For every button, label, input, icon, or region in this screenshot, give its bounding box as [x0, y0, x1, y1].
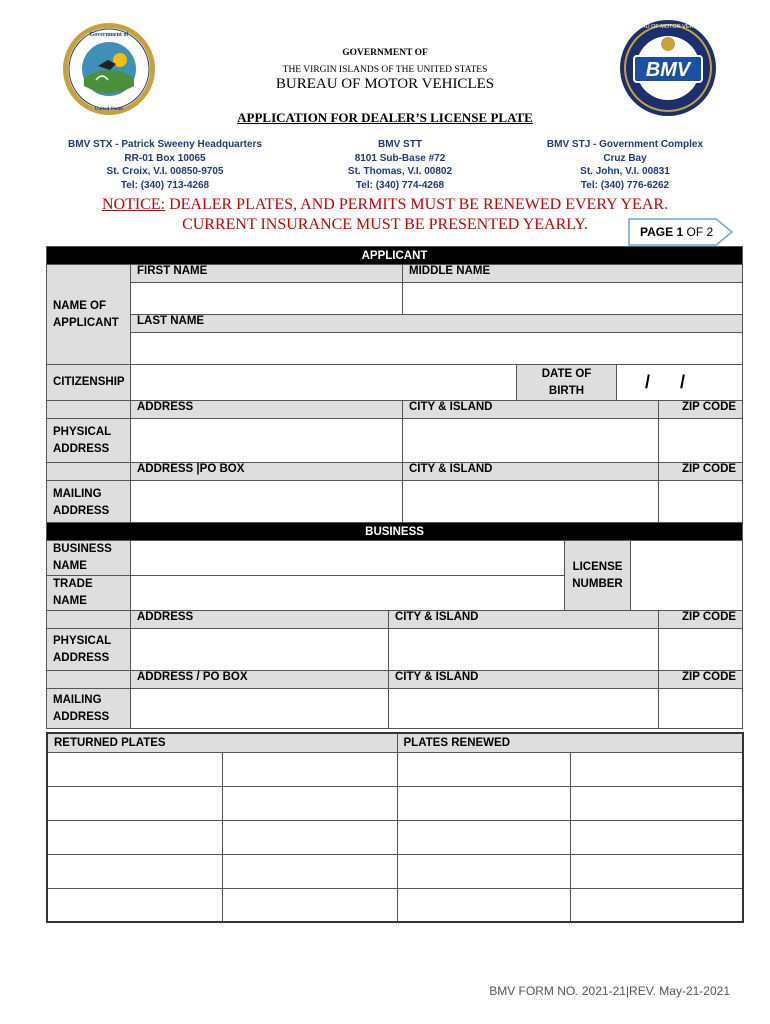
renewed-plate-cell[interactable] [397, 752, 570, 786]
middle-name-label: MIDDLE NAME [403, 265, 743, 283]
office-stx: BMV STX - Patrick Sweeny Headquarters RR-01 Box 10065 St. Croix, V.I. 00850-9705 Tel: (340) 713-4268 [68, 139, 262, 191]
city-island-label: CITY & ISLAND [389, 611, 659, 629]
notice-line-1: NOTICE: DEALER PLATES, AND PERMITS MUST BE RENEWED EVERY YEAR. [101, 196, 669, 213]
returned-plates-label: RETURNED PLATES [47, 733, 397, 752]
returned-plate-cell[interactable] [47, 752, 222, 786]
trade-name-label: TRADE NAME [47, 576, 131, 611]
business-name-label: BUSINESS NAME [47, 541, 131, 576]
office-stj: BMV STJ - Government Complex Cruz Bay St. John, V.I. 00831 Tel: (340) 776-6262 [546, 139, 704, 191]
business-physical-address-label: PHYSICAL ADDRESS [47, 629, 131, 671]
address-po-label: ADDRESS |PO BOX [131, 463, 403, 481]
svg-text:BMV: BMV [645, 59, 691, 81]
mailing-address-field[interactable] [131, 481, 403, 525]
returned-plate-cell[interactable] [222, 786, 397, 820]
physical-zip-field[interactable] [659, 419, 743, 463]
form-number: BMV FORM NO. 2021-21|REV. May-21-2021 [489, 984, 730, 998]
plates-renewed-label: PLATES RENEWED [397, 733, 743, 752]
svg-text:BUREAU OF MOTOR VEHICLES: BUREAU OF MOTOR VEHICLES [626, 24, 710, 30]
mailing-city-field[interactable] [403, 481, 659, 525]
renewed-plate-cell[interactable] [570, 854, 743, 888]
zip-code-label: ZIP CODE [659, 611, 743, 629]
zip-code-label: ZIP CODE [659, 671, 743, 689]
physical-city-field[interactable] [403, 419, 659, 463]
business-mailing-address-field[interactable] [131, 689, 389, 729]
returned-plate-cell[interactable] [222, 752, 397, 786]
address-po-label: ADDRESS / PO BOX [131, 671, 389, 689]
citizenship-label: CITIZENSHIP [47, 365, 131, 401]
dob-field[interactable]: / / [617, 365, 743, 401]
business-mailing-city-field[interactable] [389, 689, 659, 729]
trade-name-field[interactable] [131, 576, 565, 611]
territory-line: THE VIRGIN ISLANDS OF THE UNITED STATES [282, 65, 488, 75]
city-island-label: CITY & ISLAND [403, 401, 659, 419]
mailing-address-label: MAILING ADDRESS [47, 481, 131, 525]
svg-text:Government of: Government of [89, 32, 129, 38]
name-of-applicant-label: NAME OF APPLICANT [47, 265, 131, 365]
renewed-plate-cell[interactable] [397, 888, 570, 922]
applicant-table [46, 246, 743, 525]
notice-line-2: CURRENT INSURANCE MUST BE PRESENTED YEARLY. [182, 216, 588, 233]
renewed-plate-cell[interactable] [570, 752, 743, 786]
city-island-label: CITY & ISLAND [403, 463, 659, 481]
bureau-name: BUREAU OF MOTOR VEHICLES [275, 76, 495, 92]
zip-code-label: ZIP CODE [659, 463, 743, 481]
renewed-plate-cell[interactable] [397, 786, 570, 820]
returned-plate-cell[interactable] [47, 820, 222, 854]
business-table [46, 522, 743, 729]
mailing-zip-field[interactable] [659, 481, 743, 525]
blank-label [47, 463, 131, 481]
renewed-plate-cell[interactable] [570, 786, 743, 820]
form-title: APPLICATION FOR DEALER’S LICENSE PLATE [237, 110, 533, 125]
svg-text:United States: United States [94, 107, 124, 112]
blank-label [47, 401, 131, 419]
renewed-plate-cell[interactable] [397, 820, 570, 854]
zip-code-label: ZIP CODE [659, 401, 743, 419]
returned-plate-cell[interactable] [222, 854, 397, 888]
returned-plate-cell[interactable] [222, 820, 397, 854]
returned-plate-cell[interactable] [47, 888, 222, 922]
license-number-label: LICENSE NUMBER [565, 541, 631, 611]
renewed-plate-cell[interactable] [570, 820, 743, 854]
office-stt: BMV STT 8101 Sub-Base #72 St. Thomas, V.I. 00802 Tel: (340) 774-4268 [347, 139, 453, 191]
citizenship-field[interactable] [131, 365, 517, 401]
business-section-title: BUSINESS [47, 523, 743, 541]
business-physical-address-field[interactable] [131, 629, 389, 671]
renewed-plate-cell[interactable] [570, 888, 743, 922]
middle-name-field[interactable] [403, 283, 743, 315]
business-mailing-address-label: MAILING ADDRESS [47, 689, 131, 729]
physical-address-label: PHYSICAL ADDRESS [47, 419, 131, 463]
address-label: ADDRESS [131, 401, 403, 419]
gov-line: GOVERNMENT OF [342, 48, 428, 58]
renewed-plate-cell[interactable] [397, 854, 570, 888]
last-name-label: LAST NAME [131, 315, 743, 333]
business-physical-city-field[interactable] [389, 629, 659, 671]
applicant-section-title: APPLICANT [47, 247, 743, 265]
returned-plate-cell[interactable] [47, 854, 222, 888]
returned-plate-cell[interactable] [222, 888, 397, 922]
last-name-field[interactable] [131, 333, 743, 365]
returned-plate-cell[interactable] [47, 786, 222, 820]
first-name-label: FIRST NAME [131, 265, 403, 283]
business-mailing-zip-field[interactable] [659, 689, 743, 729]
license-number-field[interactable] [631, 541, 743, 611]
first-name-field[interactable] [131, 283, 403, 315]
address-label: ADDRESS [131, 611, 389, 629]
blank-label [47, 671, 131, 689]
business-name-field[interactable] [131, 541, 565, 576]
page-indicator: PAGE 1 OF 2 [628, 218, 714, 244]
city-island-label: CITY & ISLAND [389, 671, 659, 689]
plates-table [46, 732, 744, 923]
dob-label: DATE OF BIRTH [517, 365, 617, 401]
blank-label [47, 611, 131, 629]
business-physical-zip-field[interactable] [659, 629, 743, 671]
physical-address-field[interactable] [131, 419, 403, 463]
